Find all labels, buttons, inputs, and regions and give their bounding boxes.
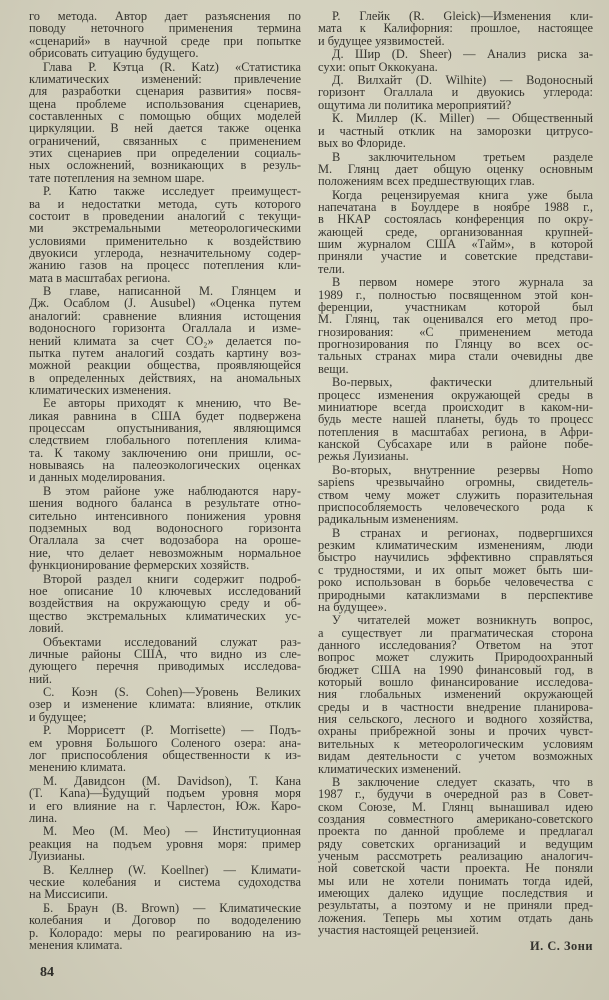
text-line: ем уровня Большого Соленого озера: ана- [29,735,301,750]
paragraph [29,775,301,824]
text-line: и данных моделирования. [29,470,166,485]
text-line: Д. Шир (D. Sheer) — Анализ риска за- [332,47,593,62]
text-line: жанию газов на процесс потепления кли- [29,258,301,273]
paragraph [318,48,593,73]
text-line: создания совместного американо-советского [318,812,593,827]
paragraph [29,285,301,396]
text-line: тате потепления на земном шаре. [29,170,205,185]
text-line: щена проблеме использования сценариев, [29,96,301,111]
text-line: сительно интенсивного понижения уровня [29,508,301,523]
text-line: ференции, участникам которой был [318,300,593,315]
text-line: в определенных действиях, на аномальных [29,370,301,385]
text-line: и частный отклик на заморозки цитрусо- [318,123,593,138]
paragraph [29,397,301,483]
text-line: климатических изменений: привлечение [29,71,301,86]
text-line: гнозирования: «С применением метода [318,324,593,339]
text-line: К. Миллер (K. Miller) — Общественный [332,111,593,126]
paragraph [318,189,593,275]
text-line: ных осложнений, возникающих в резуль- [29,158,301,173]
text-line: среды и в частности внедрение планирова- [318,699,593,714]
paragraph [29,61,301,184]
text-line: циркуляции. В ней дается также оценка [29,121,301,136]
text-line: этих сценариев при определении социаль- [29,145,301,160]
paragraph [318,464,593,526]
text-line: лина. [29,810,58,825]
paragraph [318,151,593,188]
paragraph [29,902,301,951]
text-line: ложения. Теперь мы хотим отдать дань [318,910,593,925]
text-line: тели. [318,261,345,276]
text-line: ловий. [29,620,64,635]
text-line: ликая равнина в США будет подвержена [29,408,301,423]
page-number: 84 [40,965,54,980]
text-line: Р. Моррисетт (P. Morrisette) — Подъ- [43,723,301,738]
text-line: Огаллала за счет водозабора на ороше- [29,533,301,548]
text-line: В заключительном третьем разделе [332,149,593,164]
text-line: Объектами исследований служат раз- [43,634,301,649]
text-line: роко использован в борьбе человечества с [318,575,593,590]
text-line: Р. Катю также исследует преимущест- [43,184,301,199]
text-line: ограничений, связанных с применением [29,133,301,148]
text-line: результаты, а поэтому и не приняли пред- [318,898,593,913]
text-line: следствием глобального потепления клима- [29,433,301,448]
text-line: sapiens чрезвычайно огромны, свидетель- [318,475,593,490]
text-line: состоит в проведении аналогий с текущи- [29,208,301,223]
paragraph [29,724,301,773]
text-line: ния сельского, лесного и водного хозяйства, [318,712,593,727]
right-column-text [318,10,593,937]
review-author-signature: И. С. Зони [530,938,593,953]
text-line: миниатюре всегда происходит в каком-ни- [318,399,593,414]
text-line: (T. Kana)—Будущий подъем уровня моря [29,786,301,801]
paragraph [29,485,301,571]
text-line: дующего перечня приводимых исследова- [29,659,301,674]
text-line: подземных вод водоносного горизонта [29,521,301,536]
text-line: В странах и регионах, подвергшихся [332,525,593,540]
text-line: М. Давидсон (M. Davidson), Т. Кана [43,773,301,788]
text-line: С. Коэн (S. Cohen)—Уровень Великих [43,685,301,700]
text-line: радикальным изменениям. [318,512,459,527]
text-line: приспособляемость человеческого рода к [318,499,593,514]
text-line: можной реакции общества, проявляющейся [29,358,301,373]
text-line: го метода. Автор дает разъяснения по [29,9,301,23]
text-line: ощутима ли политика мероприятий? [318,97,512,112]
text-line: Ее авторы приходят к мнению, что Ве- [43,396,301,411]
text-line: мы или не хотели понимать тогда идей, [318,873,593,888]
text-line: ми экстремальными метеорологическими [29,221,301,236]
text-line: для разработки сценария развития» посвя- [29,84,301,99]
paragraph [318,276,593,375]
paragraph [318,74,593,111]
text-line: озер и изменение климата: влияние, отклик [29,697,301,712]
text-line: климатических изменения. [29,382,172,397]
text-line: ряду советских организаций и ведущим [318,836,593,851]
text-line: водоносного горизонта Огаллала и изме- [29,321,301,336]
text-line: шим журналом США «Тайм», в которой [318,237,593,252]
text-line: Д. Вилхайт (D. Wilhite) — Водоносный [332,73,593,88]
text-line: вещи. [318,361,349,376]
text-line: горизонт Огаллала и двуокись углерода: [318,85,593,100]
text-line: канской Субсахаре или в районе побе- [318,437,593,451]
text-line: природными катаклизмами в перспективе [318,587,593,602]
text-line: ния глобальных изменений окружающей [318,687,593,702]
text-line: Во-вторых, внутренние резервы Homo [332,462,593,477]
paragraph [29,864,301,901]
text-line: и будущее; [29,709,87,724]
text-line: воздействия на окружающую среду и об- [29,596,301,611]
text-line: вительных к метеорологическим условиям [318,736,593,751]
text-line: мата в масштабах региона. [29,270,171,285]
paragraph [29,573,301,635]
text-line: вопрос может служить Природоохранный [318,650,593,665]
text-line: В. Келлнер (W. Koellner) — Климати- [43,862,301,877]
paragraph [318,376,593,462]
text-line: будь месте нашей планеты, будь то процесс [318,412,593,427]
text-line: обрисовать ситуацию будущего. [29,46,199,61]
text-line: тальных странах мира стали очевидны две [318,349,593,364]
text-line: В главе, написанной М. Глянцем и [43,284,301,299]
text-line: составленных с помощью общих моделей [29,108,301,123]
text-line: личные районы США, что видно из сле- [29,646,301,661]
left-column [29,10,301,952]
text-line: функционирование фермерских хозяйств. [29,558,250,573]
text-line: Когда рецензируемая книга уже была [332,187,593,202]
text-line: который вошло финансирование исследова- [318,675,593,690]
paragraph [29,636,301,685]
text-line: имеющих далеко идущие последствия и [318,886,593,901]
text-line: ством чему может служить поразительная [318,487,593,502]
text-line: «сценарий» в научной среде при попытке [29,33,301,48]
text-line: нений климата за счет CO₂» делается по- [29,333,301,348]
paragraph [29,686,301,723]
text-line: поводу неточного применения термина [29,21,301,36]
text-line: режья Луизианы. [318,449,409,464]
text-line: У читателей может возникнуть вопрос, [332,613,593,628]
text-line: ное описание 10 ключевых исследований [29,583,301,598]
text-line: быстро научились эффективно справляться [318,550,593,565]
text-line: Во-первых, фактически длительный [332,375,593,390]
text-line: реакция на подъем уровня моря: пример [29,836,301,851]
text-line: щество экстремальных климатических ус- [29,608,301,623]
text-line: В этом районе уже наблюдаются нару- [43,484,301,498]
text-line: колебания и Договор по вододелению [29,913,301,928]
text-line: с трудностями, и их опыт может быть ши- [318,562,593,577]
text-line: охраны прибрежной зоны и прочих чувст- [318,724,593,739]
text-line: на Миссисипи. [29,887,108,902]
paragraph [29,10,301,59]
text-line: видам деятельности с учетом возможных [318,749,593,764]
text-line: ученым рассмотреть реализацию аналогич- [318,849,593,864]
text-line: приняли участие и советские представи- [318,249,593,264]
text-line: новываясь на палеоэкологических оценках [29,458,301,473]
text-line: менения климата. [29,937,123,952]
text-line: проекта по данной проблеме и предлагал [318,824,593,839]
paragraph [318,527,593,613]
text-line: сухи: опыт Оккокуана. [318,59,438,74]
text-line: жающей среде, организованная крупней- [318,224,593,239]
text-line: потепления в масштабах региона, в Афри- [318,424,593,439]
paragraph [318,614,593,774]
paragraph [29,825,301,862]
right-column [318,10,593,952]
text-line: напечатана в Боулдере в ноябре 1988 г., [318,200,593,215]
paragraph [318,112,593,149]
text-line: Глава Р. Кэтца (R. Katz) «Статистика [43,59,301,74]
text-line: 1989 г., полностью посвященном этой кон- [318,287,593,302]
text-line: вых во Флориде. [318,136,406,150]
text-line: пытка путем аналогий создать картину воз- [29,345,301,360]
text-line: 1987 г., будучи в очередной раз в Совет- [318,787,593,802]
text-line: та. К такому заключению они пришли, ос- [29,445,301,460]
text-line: на будущее». [318,599,387,614]
text-line: Б. Браун (B. Brown) — Климатические [43,900,301,915]
text-line: лог приспособления общественности к из- [29,747,301,762]
text-line: Р. Глейк (R. Gleick)—Изменения кли- [332,9,593,23]
text-line: р. Колорадо: меры по реагированию на из- [29,925,301,940]
text-line: ческие колебания и система судоходства [29,874,301,889]
text-line: М. Глянц, так оценивался его метод про- [318,312,593,327]
text-line: ние, что делает невозможным нормальное [29,545,301,560]
text-line: данного исследования? Ответом на этот [318,638,593,653]
text-line: положениям всех предшествующих глав. [318,174,535,189]
text-line: менению климата. [29,760,127,775]
text-line: процессам опустынивания, являющимся [29,421,301,436]
text-line: М. Мео (M. Meo) — Институционная [43,824,301,839]
text-line: Дж. Осаблом (J. Ausubel) «Оценка путем [29,296,301,311]
text-line: В первом номере этого журнала за [332,275,593,290]
text-line: ском Союзе, М. Глянц вынашивал идею [318,799,593,814]
text-line: ний. [29,671,52,686]
text-line: в НКАР состоялась конференция по окру- [318,212,593,227]
text-line: условиями применительно к воздействию [29,233,301,248]
paragraph [29,185,301,284]
paragraph [318,10,593,47]
text-line: и его влияние на г. Чарлестон, Юж. Каро- [29,798,301,813]
text-line: бюджет США на 1990 финансовый год, в [318,662,593,677]
text-line: и будущее уязвимостей. [318,33,445,48]
text-line: участия настоящей рецензией. [318,923,479,938]
text-line: а существует ли прагматическая сторона [318,625,593,640]
text-line: двуокиси углерода, незначительному содер- [29,245,301,260]
text-line: резким климатическим изменениям, люди [318,538,593,553]
text-line: прогнозирования по Глянцу во всех ос- [318,337,593,352]
text-line: шения водного баланса в результате отно- [29,496,301,511]
text-line: ва и недостатки метода, суть которого [29,196,301,211]
text-line: климатических изменений. [318,761,462,776]
text-line: мата к Калифорния: прошлое, настоящее [318,21,593,36]
text-line: В заключение следует сказать, что в [332,775,593,790]
text-line: аналогий: сравнение влияния истощения [29,308,301,323]
paragraph [318,776,593,936]
text-line: М. Глянц дает общую оценку основным [318,161,593,176]
text-line: процесс изменения окружающей среды в [318,387,593,402]
text-line: Второй раздел книги содержит подроб- [43,571,301,586]
text-line: ной советской части проекта. Не поняли [318,861,593,876]
text-line: Луизианы. [29,849,85,864]
